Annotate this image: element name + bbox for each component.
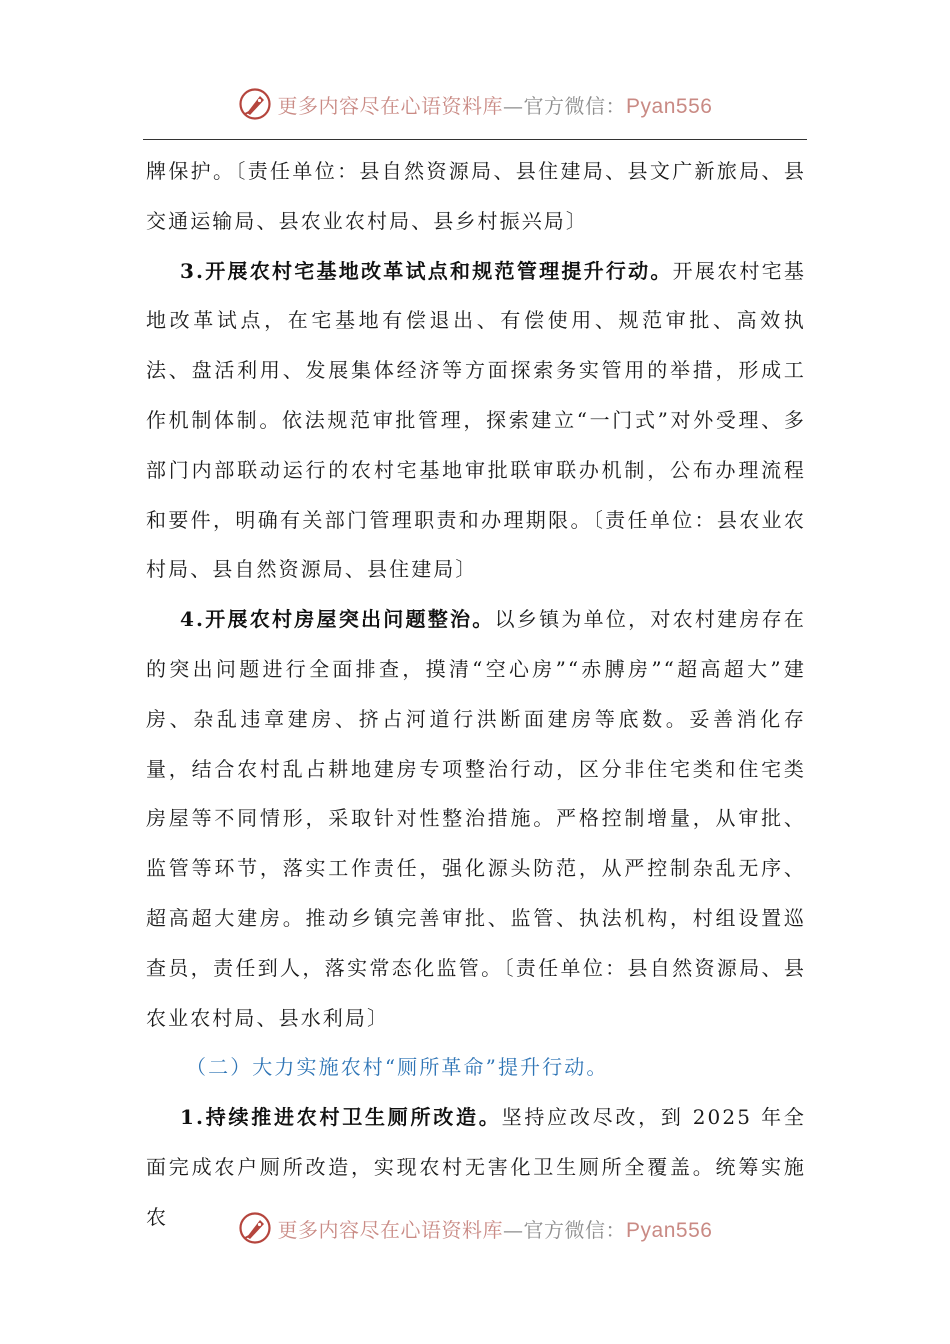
banner-slogan: 更多内容尽在心语资料库 bbox=[277, 1217, 504, 1242]
header-divider bbox=[143, 139, 807, 140]
header-banner bbox=[0, 84, 950, 124]
banner-text bbox=[278, 1214, 713, 1243]
wechat-id: Pyan556 bbox=[626, 1218, 713, 1242]
banner-slogan: 更多内容尽在心语资料库 bbox=[277, 93, 504, 118]
paragraph-item-3 bbox=[146, 247, 806, 596]
item-1-body: 坚持应改尽改，到 2025 年全面完成农户厕所改造，实现农村无害化卫生厕所全覆盖。统筹实施农 bbox=[146, 1105, 806, 1229]
wechat-label: 官方微信： bbox=[523, 93, 627, 118]
item-4-title: 4.开展农村房屋突出问题整治。 bbox=[180, 607, 495, 632]
section-heading: （二）大力实施农村“厕所革命”提升行动。 bbox=[186, 1055, 609, 1080]
paragraph-item-4 bbox=[146, 595, 806, 1043]
banner-text bbox=[278, 90, 713, 119]
paragraph-continuation: 牌保护。〔责任单位：县自然资源局、县住建局、县文广新旅局、县交通运输局、县农业农村局、县乡村振兴局〕 bbox=[146, 159, 806, 233]
banner-dash: — bbox=[503, 93, 524, 118]
banner-dash: — bbox=[503, 1217, 524, 1242]
item-1-title: 1.持续推进农村卫生厕所改造。 bbox=[180, 1105, 502, 1130]
item-3-title: 3.开展农村宅基地改革试点和规范管理提升行动。 bbox=[180, 258, 673, 283]
footer-banner bbox=[0, 1208, 950, 1248]
document-body bbox=[146, 147, 806, 1243]
wechat-id: Pyan556 bbox=[626, 94, 713, 118]
pen-nib-logo-icon bbox=[238, 87, 272, 121]
item-3-body: 开展农村宅基地改革试点，在宅基地有偿退出、有偿使用、规范审批、高效执法、盘活利用、发展集体经济等方面探索务实管用的举措，形成工作机制体制。依法规范审批管理，探索建立“一门式”对外受理、多部门内部联动运行的农村宅基地审批联审联办机制，公布办理流程和要件，明确有关部门管理职责和办理期限。〔责任单位：县农业农村局、县自然资源局、县住建局〕 bbox=[146, 258, 806, 582]
pen-nib-logo-icon bbox=[238, 1211, 272, 1245]
item-4-body: 以乡镇为单位，对农村建房存在的突出问题进行全面排查，摸清“空心房”“赤膊房”“超高超大”建房、杂乱违章建房、挤占河道行洪断面建房等底数。妥善消化存量，结合农村乱占耕地建房专项整治行动，区分非住宅类和住宅类房屋等不同情形，采取针对性整治措施。严格控制增量，从审批、监管等环节，落实工作责任，强化源头防范，从严控制杂乱无序、超高超大建房。推动乡镇完善审批、监管、执法机构，村组设置巡查员，责任到人，落实常态化监管。〔责任单位：县自然资源局、县农业农村局、县水利局〕 bbox=[146, 607, 806, 1030]
wechat-label: 官方微信： bbox=[523, 1217, 627, 1242]
